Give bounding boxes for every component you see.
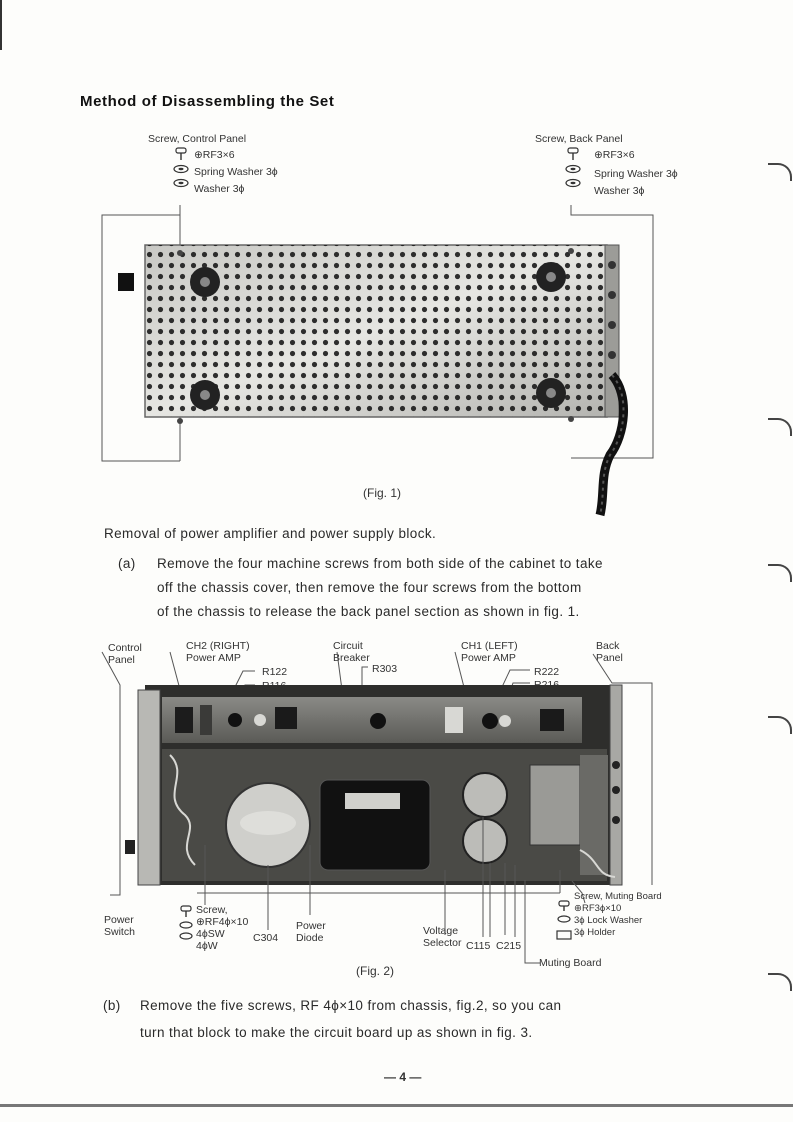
fig2-label-control-panel: Control Panel [108,642,142,666]
fig1-caption: (Fig. 1) [363,486,402,500]
fig2-label-r222: R222 [534,666,560,678]
fig1-right-callout-spring-washer: Spring Washer 3ϕ [594,168,678,180]
fig2-label-ch1-power-amp: CH1 (LEFT) Power AMP [461,640,518,664]
fig2-label-ch2-power-amp: CH2 (RIGHT) Power AMP [186,640,250,664]
fig2-label-c215: C215 [496,940,522,952]
fig1-left-callout-washer: Washer 3ϕ [194,183,245,195]
para2-marker: (b) [103,998,121,1013]
fig2-label-r303: R303 [372,663,398,675]
fig2-label-back-panel: Back Panel [596,640,623,664]
fig1-left-callout-screw: ⊕RF3×6 [194,149,235,161]
binding-mark [768,418,792,436]
page-edge [0,0,2,50]
page-edge [0,1104,793,1107]
fig1-left-callout-heading: Screw, Control Panel [148,133,247,145]
fig2-label-c304: C304 [253,932,279,944]
fig1-chassis-photo [100,205,660,525]
para1-marker: (a) [118,556,136,571]
section-title: Method of Disassembling the Set [80,93,335,110]
binding-mark [768,564,792,582]
fig2-label-muting-screw: Screw, Muting Board ⊕RF3ϕ×10 3ϕ Lock Washer 3ϕ Holder [574,891,662,938]
para1-line1: Remove the four machine screws from both side of the cabinet to take [157,556,603,571]
fig1-left-callout-spring-washer: Spring Washer 3ϕ [194,166,278,178]
screw-stack-icon [178,905,194,945]
fig2-label-c115: C115 [466,940,491,952]
fig1-right-callout-screw: ⊕RF3×6 [594,149,635,161]
fig2-label-screw: Screw, ⊕RF4ϕ×10 4ϕSW 4ϕW [196,904,249,952]
screw-stack-icon [564,147,582,193]
fig2-label-circuit-breaker: Circuit Breaker [333,640,370,664]
fig2-label-voltage-selector: Voltage Selector [423,925,462,949]
fig2-label-r122: R122 [262,666,288,678]
binding-mark [768,716,792,734]
muting-board-hardware-icon [556,900,572,944]
para2-line1: Remove the five screws, RF 4ϕ×10 from chassis, fig.2, so you can [140,998,562,1013]
binding-mark [768,973,792,991]
binding-mark [768,163,792,181]
fig2-label-power-diode: Power Diode [296,920,326,944]
screw-stack-icon [172,147,190,193]
para1-heading: Removal of power amplifier and power supply block. [104,526,437,541]
fig2-label-power-switch: Power Switch [104,914,135,938]
para1-line3: of the chassis to release the back panel section as shown in fig. 1. [157,604,580,619]
page-number: — 4 — [384,1070,422,1084]
para2-line2: turn that block to make the circuit board up as shown in fig. 3. [140,1025,533,1040]
fig2-caption: (Fig. 2) [356,964,395,978]
fig1-right-callout-heading: Screw, Back Panel [535,133,623,145]
fig1-right-callout-washer: Washer 3ϕ [594,185,645,197]
para1-line2: off the chassis cover, then remove the four screws from the bottom [157,580,582,595]
fig2-label-muting-board: Muting Board [539,957,602,969]
